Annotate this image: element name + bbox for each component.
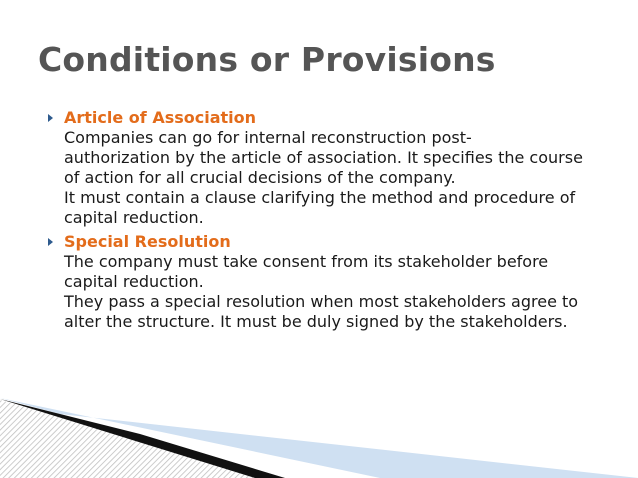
slide-title: Conditions or Provisions: [38, 40, 496, 79]
bullet-text-line: alter the structure. It must be duly signed by the stakeholders.: [64, 312, 568, 331]
bullet-text-line: Companies can go for internal reconstruction post-: [64, 128, 472, 147]
bullet-text-line: It must contain a clause clarifying the method and procedure of: [64, 188, 576, 207]
triangle-right-icon: [48, 114, 53, 122]
bullet-text-line: capital reduction.: [64, 208, 204, 227]
bullet-text-line: The company must take consent from its stakeholder before: [64, 252, 549, 271]
corner-decoration: [0, 390, 638, 478]
bullet-heading: Article of Association: [64, 108, 257, 127]
bullet-text-line: authorization by the article of association. It specifies the course: [64, 148, 583, 167]
bullet-list: [44, 108, 614, 336]
bullet-special-resolution: [44, 232, 614, 332]
bullet-text-line: of action for all crucial decisions of the company.: [64, 168, 456, 187]
triangle-right-icon: [48, 238, 53, 246]
bullet-heading: Special Resolution: [64, 232, 231, 251]
bullet-article-of-association: [44, 108, 614, 228]
bullet-text-line: capital reduction.: [64, 272, 204, 291]
bullet-text-line: They pass a special resolution when most stakeholders agree to: [64, 292, 579, 311]
